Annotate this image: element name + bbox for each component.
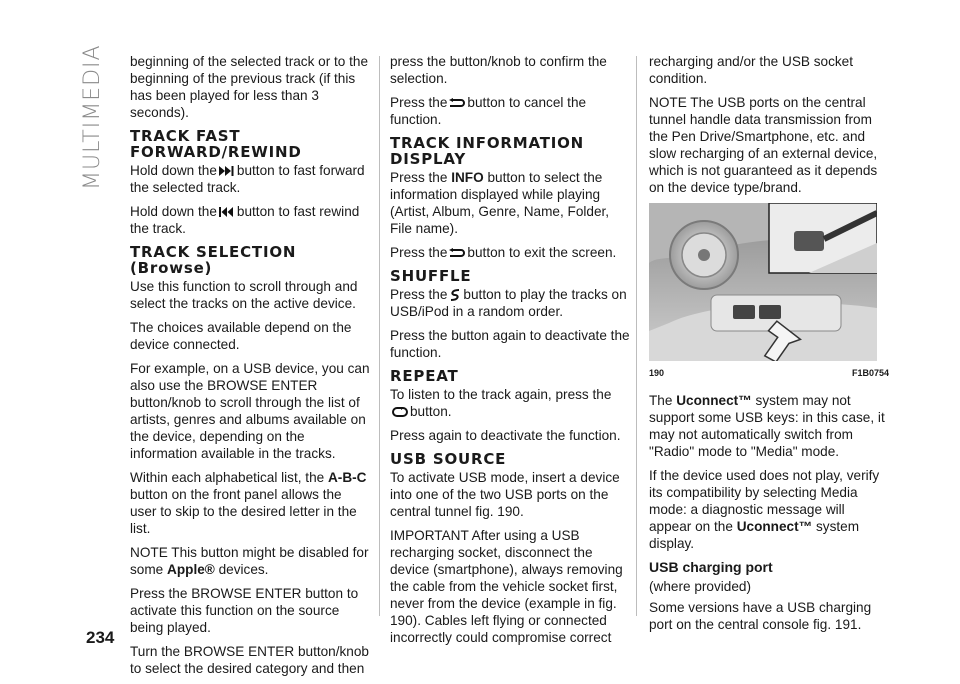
usb-ports-figure <box>649 203 877 361</box>
heading-track-information: TRACK INFORMATION DISPLAY <box>390 134 585 168</box>
note: NOTE The USB ports on the central tunnel handle data transmission from the Pen Drive/Smartphone, etc. and slow recharging of an external device, which is not guaranteed as it depends on the device type/brand. <box>649 95 878 195</box>
figure-caption <box>649 365 889 382</box>
paragraph: recharging and/or the USB socket condition. <box>649 54 854 86</box>
heading-usb-source: USB SOURCE <box>390 450 507 468</box>
paragraph: To activate USB mode, insert a device into one of the two USB ports on the central tunnel fig. 190. <box>390 470 620 519</box>
paragraph: Press the button to cancel the function. <box>390 95 587 127</box>
figure-code: F1B0754 <box>851 368 889 378</box>
previous-track-icon <box>219 207 235 217</box>
heading-track-fast-forward: TRACK FAST FORWARD/REWIND <box>130 127 302 161</box>
paragraph: Turn the BROWSE ENTER button/knob to select the desired category and then <box>130 644 369 676</box>
paragraph: Use this function to scroll through and select the tracks on the active device. <box>130 279 358 311</box>
paragraph: Within each alphabetical list, the A-B-C button on the front panel allows the user to skip to the desired letter in the list. <box>130 470 367 536</box>
paragraph: To listen to the track again, press the button. <box>390 387 612 419</box>
section-title: MULTIMEDIA <box>80 44 105 190</box>
back-icon <box>449 248 465 258</box>
paragraph: Hold down the button to fast rewind the track. <box>130 204 360 236</box>
paragraph: Press again to deactivate the function. <box>390 428 621 443</box>
paragraph: IMPORTANT After using a USB recharging socket, disconnect the device (smartphone), always removing the cable from the vehicle socket first, never from the device (example in fig. 190). Cables left flying or connected incorrectly could compromise correct <box>390 528 623 645</box>
paragraph: If the device used does not play, verify its compatibility by selecting Media mode: a diagnostic message will appear on the Uconnect™ system display. <box>649 468 880 551</box>
heading-track-selection: TRACK SELECTION (Browse) <box>130 243 297 277</box>
column-2 <box>390 53 630 653</box>
usb-port-left <box>733 305 755 319</box>
column-3 <box>649 53 889 640</box>
column-divider <box>636 56 637 616</box>
paragraph: Press the BROWSE ENTER button to activate this function on the source being played. <box>130 586 359 635</box>
heading-usb-charging-port: USB charging port <box>649 559 773 575</box>
paragraph: press the button/knob to confirm the selection. <box>390 54 607 86</box>
paragraph: For example, on a USB device, you can also use the BROWSE ENTER button/knob to scroll through the list of artists, genres and albums available on the device, depending on the information available in the tracks. <box>130 361 370 461</box>
paragraph: Press the button to play the tracks on USB/iPod in a random order. <box>390 287 627 319</box>
page-number: 234 <box>86 628 115 647</box>
paragraph: Press the INFO button to select the information displayed while playing (Artist, Album, Genre, Name, Folder, File name). <box>390 170 610 236</box>
heading-repeat: REPEAT <box>390 367 459 385</box>
paragraph: Press the button again to deactivate the function. <box>390 328 630 360</box>
paragraph: Hold down the button to fast forward the selected track. <box>130 163 365 195</box>
paragraph: (where provided) <box>649 579 751 594</box>
paragraph: beginning of the selected track or to the beginning of the previous track (if this has been played for less than 3 seconds). <box>130 54 369 120</box>
paragraph: Some versions have a USB charging port on the central console fig. 191. <box>649 600 872 632</box>
next-track-icon <box>219 166 235 176</box>
figure-number: 190 <box>649 368 665 378</box>
back-icon <box>449 98 465 108</box>
usb-ports-illustration <box>649 203 877 361</box>
column-divider <box>379 56 380 616</box>
column-1 <box>130 53 370 684</box>
paragraph: Press the button to exit the screen. <box>390 245 617 260</box>
note: NOTE This button might be disabled for some Apple® devices. <box>130 545 369 577</box>
paragraph: The choices available depend on the device connected. <box>130 320 352 352</box>
shuffle-icon <box>449 288 461 302</box>
usb-port-right <box>759 305 781 319</box>
repeat-icon <box>392 407 408 417</box>
heading-shuffle: SHUFFLE <box>390 267 472 285</box>
paragraph: The Uconnect™ system may not support some USB keys: in this case, it may not automatically switch from "Radio" mode to "Media" mode. <box>649 393 885 459</box>
